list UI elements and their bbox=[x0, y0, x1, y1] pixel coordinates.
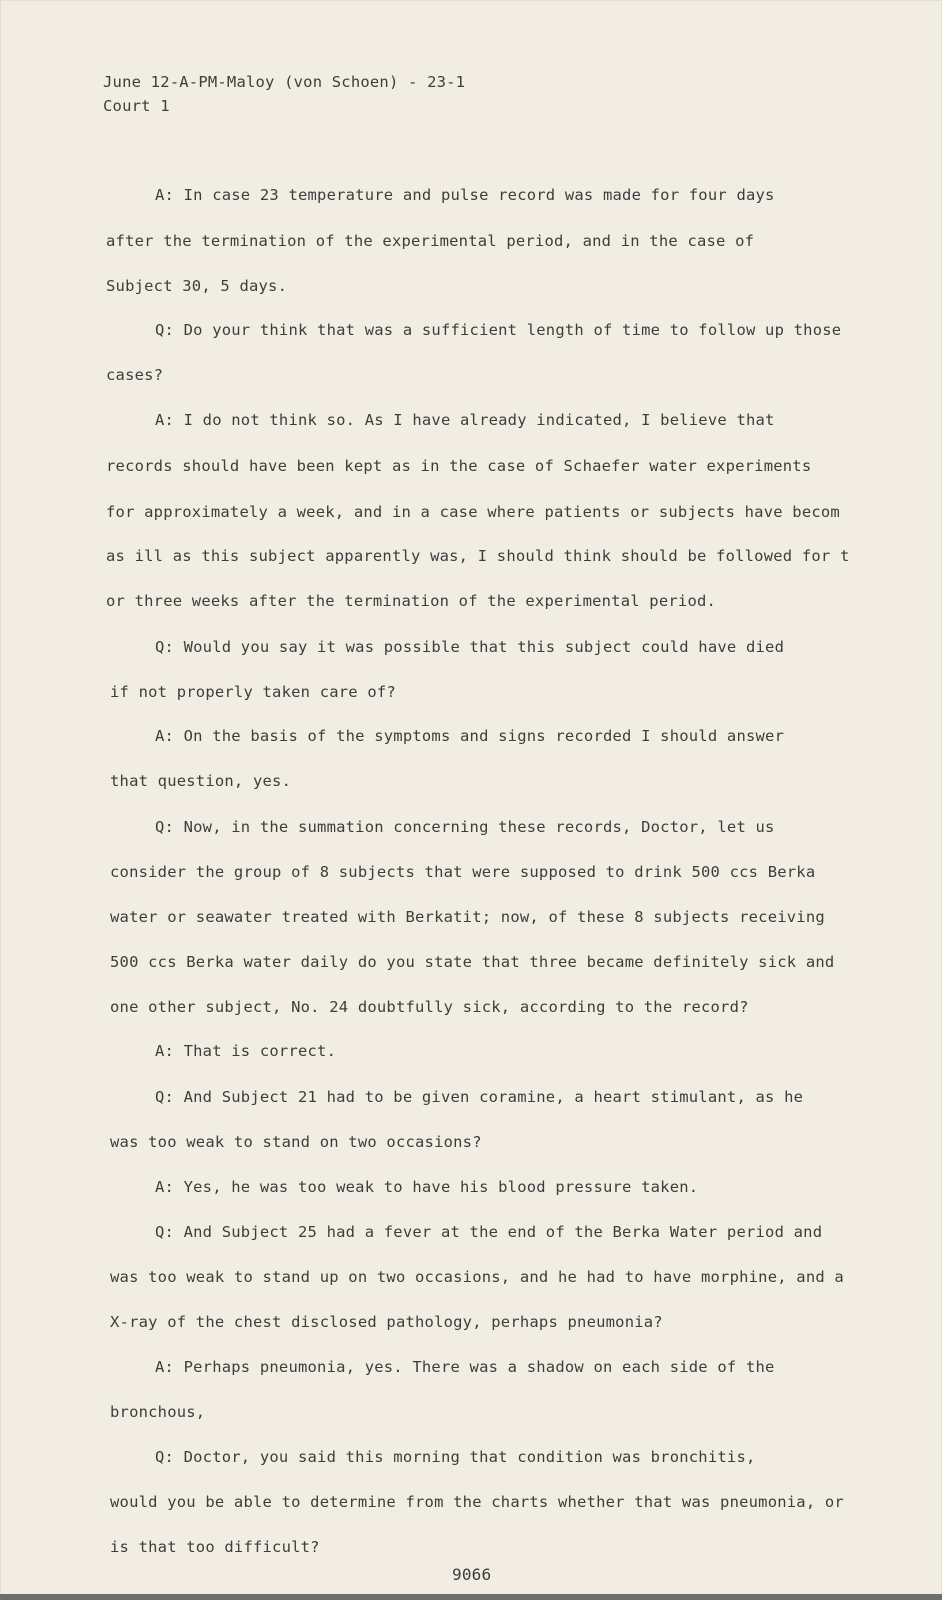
transcript-line: was too weak to stand on two occasions? bbox=[110, 1133, 482, 1151]
transcript-line: after the termination of the experimental period, and in the case of bbox=[106, 232, 755, 250]
transcript-line: A: Perhaps pneumonia, yes. There was a shadow on each side of the bbox=[155, 1358, 775, 1376]
transcript-line: for approximately a week, and in a case where patients or subjects have becom bbox=[106, 503, 840, 521]
transcript-line: A: I do not think so. As I have already indicated, I believe that bbox=[155, 411, 775, 429]
transcript-line: A: Yes, he was too weak to have his blood pressure taken. bbox=[155, 1178, 699, 1196]
transcript-line: 500 ccs Berka water daily do you state that three became definitely sick and bbox=[110, 953, 835, 971]
transcript-line: or three weeks after the termination of the experimental period. bbox=[106, 592, 717, 610]
transcript-line: Q: And Subject 25 had a fever at the end of the Berka Water period and bbox=[155, 1223, 823, 1241]
transcript-line: records should have been kept as in the case of Schaefer water experiments bbox=[106, 457, 812, 475]
transcript-line: X-ray of the chest disclosed pathology, perhaps pneumonia? bbox=[110, 1313, 663, 1331]
transcript-line: cases? bbox=[106, 366, 164, 384]
transcript-line: Subject 30, 5 days. bbox=[106, 277, 288, 295]
transcript-line: as ill as this subject apparently was, I should think should be followed for t bbox=[106, 547, 850, 565]
transcript-line: bronchous, bbox=[110, 1403, 206, 1421]
transcript-line: Q: Do your think that was a sufficient length of time to follow up those bbox=[155, 321, 842, 339]
transcript-line: was too weak to stand up on two occasions, and he had to have morphine, and a bbox=[110, 1268, 844, 1286]
transcript-line: water or seawater treated with Berkatit; now, of these 8 subjects receiving bbox=[110, 908, 825, 926]
transcript-line: would you be able to determine from the charts whether that was pneumonia, or bbox=[110, 1493, 844, 1511]
transcript-line: one other subject, No. 24 doubtfully sick, according to the record? bbox=[110, 998, 749, 1016]
page-number: 9066 bbox=[452, 1565, 492, 1584]
page-bottom-edge bbox=[0, 1594, 942, 1600]
transcript-line: A: In case 23 temperature and pulse record was made for four days bbox=[155, 186, 775, 204]
transcript-line: Q: Would you say it was possible that this subject could have died bbox=[155, 638, 785, 656]
transcript-line: consider the group of 8 subjects that were supposed to drink 500 ccs Berka bbox=[110, 863, 816, 881]
transcript-line: Q: Doctor, you said this morning that condition was bronchitis, bbox=[155, 1448, 756, 1466]
header-court-line: Court 1 bbox=[103, 97, 170, 115]
transcript-line: that question, yes. bbox=[110, 772, 292, 790]
transcript-line: is that too difficult? bbox=[110, 1538, 320, 1556]
header-session-line: June 12-A-PM-Maloy (von Schoen) - 23-1 bbox=[103, 73, 466, 91]
transcript-line: if not properly taken care of? bbox=[110, 683, 396, 701]
transcript-line: Q: And Subject 21 had to be given coramine, a heart stimulant, as he bbox=[155, 1088, 804, 1106]
transcript-line: A: That is correct. bbox=[155, 1042, 337, 1060]
transcript-line: A: On the basis of the symptoms and signs recorded I should answer bbox=[155, 727, 785, 745]
transcript-line: Q: Now, in the summation concerning these records, Doctor, let us bbox=[155, 818, 775, 836]
